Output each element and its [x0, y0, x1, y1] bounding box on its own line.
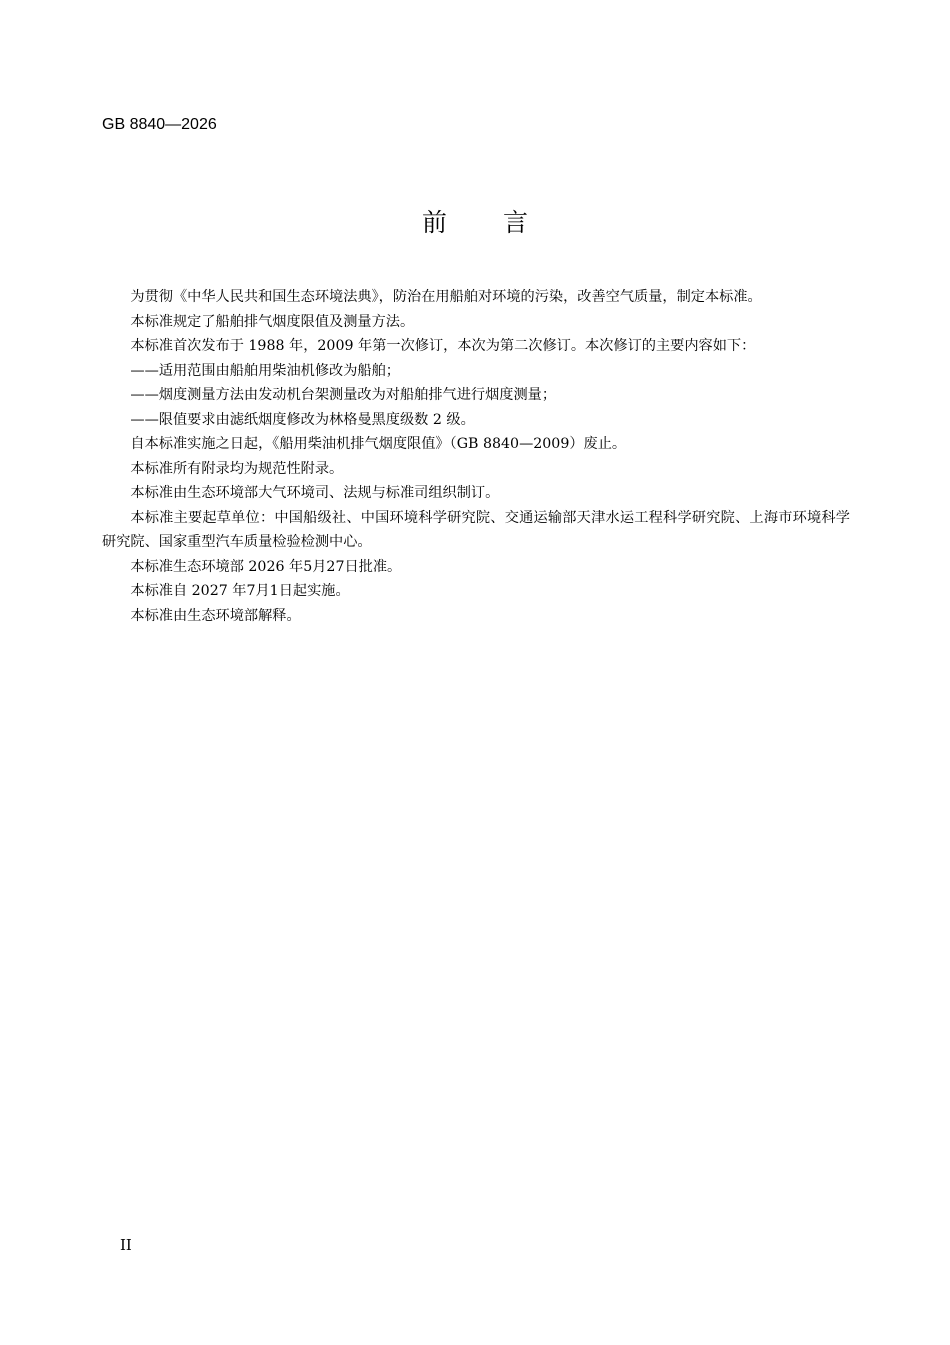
list-item-revision-1: ——适用范围由船舶用柴油机修改为船舶； [130, 362, 400, 379]
foreword-body [102, 285, 850, 628]
paragraph-appendices: 本标准所有附录均为规范性附录。 [130, 460, 344, 477]
paragraph-approval-date: 本标准生态环境部 2026 年5月27日批准。 [130, 558, 402, 575]
paragraph-purpose: 为贯彻《中华人民共和国生态环境法典》，防治在用船舶对环境的污染，改善空气质量，制定本标准。 [130, 289, 762, 305]
paragraph-scope: 本标准规定了船舶排气烟度限值及测量方法。 [130, 313, 415, 330]
paragraph-organizer: 本标准由生态环境部大气环境司、法规与标准司组织制订。 [130, 485, 500, 501]
paragraph-supersedes: 自本标准实施之日起，《船用柴油机排气烟度限值》（GB 8840—2009）废止。 [130, 436, 627, 452]
foreword-title-char-1: 前 [421, 208, 447, 237]
foreword-title [0, 206, 950, 240]
standard-number-header: GB 8840—2026 [102, 116, 217, 133]
list-item-revision-3: ——限值要求由滤纸烟度修改为林格曼黑度级数 2 级。 [130, 411, 475, 428]
list-item-revision-2: ——烟度测量方法由发动机台架测量改为对船舶排气进行烟度测量； [130, 387, 557, 403]
page-number: II [120, 1236, 132, 1254]
paragraph-drafting-units: 本标准主要起草单位：中国船级社、中国环境科学研究院、交通运输部天津水运工程科学研究院、上海市环境科学研究院、国家重型汽车质量检验检测中心。 [102, 509, 850, 550]
paragraph-interpretation: 本标准由生态环境部解释。 [130, 607, 301, 624]
paragraph-effective-date: 本标准自 2027 年7月1日起实施。 [130, 583, 350, 599]
foreword-title-char-2: 言 [503, 208, 529, 237]
paragraph-history: 本标准首次发布于 1988 年，2009 年第一次修订，本次为第二次修订。本次修订的主要内容如下： [130, 338, 756, 354]
